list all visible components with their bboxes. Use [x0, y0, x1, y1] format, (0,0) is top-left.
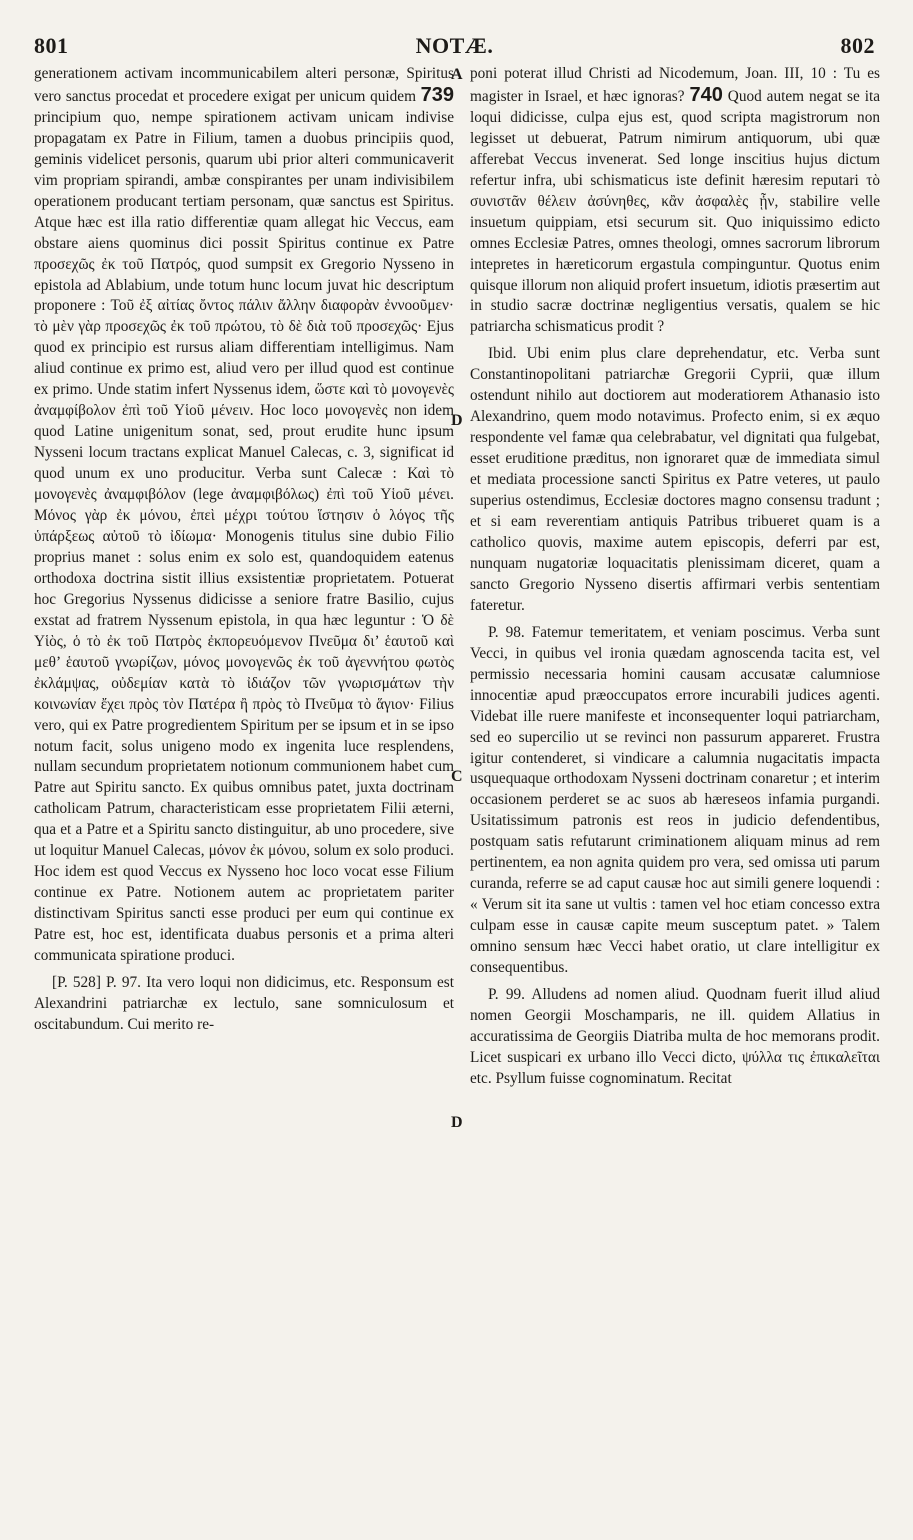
right-paragraph-1 — [470, 64, 880, 338]
right-paragraph-3: P. 98. Fatemur temeritatem, et veniam poscimus. Verba sunt Vecci, in quibus vel ironia quædam agnoscenda tacita est, vel permissio necessaria homini causam accusatæ calumniose innocentiæ apud præoccupatos errore incurabili judices agenti. Videbat ille ruere manifeste et inconsequenter loqui patriarcham, sed eo supercilio ut se revinci non passurum appareret. Frustra igitur contenderet, si vindicare a calumnia nugacitatis impacta usquequaque orthodoxam Nysseni doctrinam conaretur ; et interim occasionem perderet se ac suos ab hæreseos infamia purgandi. Usitatissimum patronis est reos in judicio defendentibus, postquam satis refutarunt criminationem aliquam minus ad rem pertinentem, ea non agnita quidem pro vera, sed omissa uti parum curanda, referre se ad caput causæ hoc aut simili genere loquendi : « Verum sit ita sane ut vultis : tamen vel hoc etiam concesso extra culpam esse in causæ capite meum susceptum patet. » Talem omnino sensum hæc Vecci habet oratio, ut clare intelligitur ex consequentibus. — [470, 623, 880, 977]
right-paragraph-2: Ibid. Ubi enim plus clare deprehendatur, etc. Verba sunt Constantinopolitani patriarchæ Gregorii Cyprii, quæ illum ostendunt nihilo aut doctiorem aut moderatiorem Athanasio isto Alexandrino, quem modo notavimus. Profecto enim, si ex æquo respondente vel famæ qua celebrabatur, vel dignitati qua fulgebat, esset eruditione præditus, non ignoraret quæ de immediata simul et mediata processione sancti Spiritus ex Patre veteres, ut paulo superius ostendimus, Ecclesiæ doctores magno consensu tradunt ; et si eam reverentiam antiquis Patribus tribueret quam is a catholico quovis, maxime autem episcopis, deferri par est, nunquam nugatoriæ loquacitatis plenissimam diceret, quam a sancto Gregorio Nysseno disertis affirmari verbis sententiam fateretur. — [470, 345, 880, 614]
right-text-1a: poni poterat illud Christi ad Nicodemum, Joan. III, 10 : Tu es magister in Israel, et hæc ignoras? — [470, 65, 880, 105]
left-text-1b: principium quo, nempe spirationem activam unicam indivise propagatam ex Patre in Filium, tamen a duobus principiis quod, geminis videlicet personis, quarum ubi prior alteri communicaverit vim propriam spirandi, ambæ conspirantes per unam indivisibilem operationem producant tertiam personam, quæ sanctus est Spiritus. Atque hæc est illa ratio differentiæ quam allegat hic Veccus, eam obstare aiens quominus dici possit Spiritus continue ex Patre προσεχῶς ἐκ τοῦ Πατρός, quod sumpsit ex Gregorio Nysseno in epistola ad Ablabium, unde totum hunc locum juvat hic descriptum proponere : Τοῦ ἐξ αἰτίας ὄντος πάλιν ἄλλην διαφορὰν ἐννοοῦμεν· τὸ μὲν γὰρ προσεχῶς ἐκ τοῦ πρώτου, τὸ δὲ διὰ τοῦ προσεχῶς· Ejus quod ex principio est rursus aliam differentiam intelligimus. Nam aliud continue ex primo est, aliud vero per illud quod est continue ex primo. Unde statim infert Nyssenus idem, ὥστε καὶ τὸ μονογενὲς ἀναμφίβολον ἐπὶ τοῦ Υἱοῦ μένειν. Hoc loco μονογενὲς non idem quod Latine unigenitum sonat, sed, prout erudite hunc ipsum Nysseni locum tractans explicat Manuel Calecas, c. 3, significat id quod unum ex uno producitur. Verba sunt Calecæ : Καὶ τὸ μονογενὲς ἀναμφιβόλον (lege ἀναμφιβόλως) ἐπὶ τοῦ Υἱοῦ μένει. Μόνος γὰρ ἐκ μόνου, ἐπεὶ μέχρι τούτου ἵστησιν ὁ λόγος τῆς ὑπάρξεως αὐτοῦ τὸ ἰδίωμα· Monogenis titulus sine dubio Filio proprius manet : solus enim ex solo est, quandoquidem eatenus orthodoxa doctrina sistit illius exsistentiæ proprietatem. Potuerat hoc Gregorius Nyssenus didicisse a seniore fratre Basilio, cujus exstat ad fratrem Nyssenum epistola, in qua hæc leguntur : Ὁ δὲ Υἱὸς, ὁ τὸ ἐκ τοῦ Πατρὸς ἐκπορευόμενον Πνεῦμα δι’ ἑαυτοῦ καὶ μεθ’ ἑαυτοῦ γνωρίζων, μόνος μονογενῶς ἐκ τοῦ ἀγεννήτου φωτὸς ἐκλάμψας, οὐδεμίαν κατὰ τὸ ἰδιάζον τῶν γνωρισμάτων τὴν κοινωνίαν ἔχει πρὸς τὸν Πατέρα ἢ πρὸς τὸ Πνεῦμα τὸ ἅγιον· Filius vero, qui ex Patre progredientem Spiritum per se ipsum et in se ipso notum facit, solus unigeno modo ex ingenita luce resplendens, nullam secundum proprietatem notionum communionem habet cum Patre aut Spiritu sancto. Ex quibus omnibus patet, juxta doctrinam catholicam Patrum, characteristicam esse proprietatem Filii æterni, qua et a Patre et a Spiritu sancto distinguitur, ab uno procedere, sive ut loquitur Manuel Calecas, μόνον ἐκ μόνου, solum ex solo produci. Hoc idem est quod Veccus ex Nysseno hoc loco vocat esse Filium continue ex Patre. Notionem autem ac proprietatem pariter distinctivam Spiritus sancti esse produci per eum qui continue ex Patre est, hoc est, identificata duabus personis et a prima alteri communicata spiratione produci. — [34, 108, 454, 965]
margin-letter-a: A — [451, 66, 463, 83]
margin-letter-d-lower: D — [451, 1114, 463, 1131]
marginal-number-740: 740 — [689, 83, 723, 106]
running-title: NOTÆ. — [415, 33, 494, 58]
running-head — [34, 33, 875, 61]
margin-letter-c: C — [451, 768, 463, 785]
left-paragraph-2: [P. 528] P. 97. Ita vero loqui non didicimus, etc. Responsum est Alexandrini patriarchæ ex lectulo, sane somniculosum et oscitabundum. Cui merito re- — [34, 973, 454, 1033]
right-paragraph-4: P. 99. Alludens ad nomen aliud. Quodnam fuerit illud aliud nomen Georgii Moschamparis, ne ill. quidem Allatius in accuratissima de Georgiis Diatriba multa de hoc memorans prodit. Licet suspicari ex urbano illo Vecci dicto, ψύλλα τις ἐπικαλεῖται etc. Psyllum fuisse cognominatum. Recitat — [470, 985, 880, 1087]
left-column — [34, 64, 454, 1036]
margin-letter-d: D — [451, 412, 463, 429]
page-number-right: 802 — [840, 33, 875, 58]
right-text-1b: Quod autem negat se ita loqui didicisse, culpa ejus est, quod scripta magistrorum non legisset ut debuerat, Patrum nimirum antiquorum, ubi quæ afferebat Veccus invenerat. Sed longe inscitius hujus dictum refertur infra, ubi schismaticus iste definit hæresim reputari τὸ συνιστᾶν θέλειν ἀσύνηθες, κἂν ἀσφαλὲς ᾖν, stabilire velle insuetum quippiam, etsi securum sit. Quo iniquissimo edicto omnes Ecclesiæ Patres, omnes theologi, omnes sacrorum librorum intepretes in hæreticorum ergastula compinguntur. Quotus enim quisque illorum non aliquid profert insuetum, idiotis præsertim aut in studio sacræ doctrinæ negligentius versatis, qualem se hic patriarcha schismaticus prodit ? — [470, 87, 881, 336]
left-text-1a: generationem activam incommunicabilem alteri personæ, Spiritus vero sanctus procedat et procedere exigat per unicum quidem — [34, 65, 454, 105]
marginal-number-739: 739 — [420, 83, 454, 106]
page-number-left: 801 — [34, 33, 69, 58]
left-paragraph-1 — [34, 64, 454, 967]
right-column — [470, 64, 880, 1090]
